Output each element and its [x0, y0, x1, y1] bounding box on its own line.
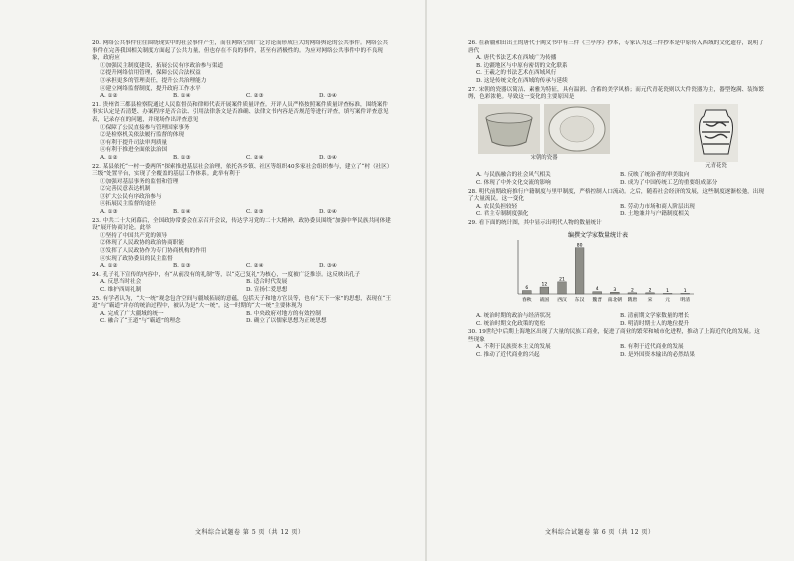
option: C. ②③ [246, 93, 264, 100]
options-row [100, 155, 392, 163]
option: D. 成为了中国传统工艺的重要组成部分 [620, 179, 718, 186]
bar-东汉 [575, 247, 584, 293]
left-page [92, 40, 392, 530]
question-21 [92, 102, 392, 163]
options-row [100, 209, 392, 217]
tick-label: 明清 [680, 297, 691, 303]
question-29 [468, 220, 764, 328]
option: B. 反映了统治者的审美取向 [620, 172, 690, 179]
option: D. 宣扬仁爱思想 [246, 287, 288, 293]
porcelain-images [478, 104, 738, 171]
item: ①加强民主制度建设，拓展公民有序政治参与渠道 [100, 62, 224, 69]
option: B. 中央政府对地方的有效控制 [246, 310, 321, 317]
data-label: 2 [630, 287, 634, 293]
right-page [468, 40, 764, 530]
item: ④拓展民主监督的途径 [100, 201, 156, 208]
question-20 [92, 40, 392, 101]
options-grid [476, 344, 764, 359]
tick-label: 宋 [647, 297, 653, 303]
question-30 [468, 329, 764, 359]
option: C. 维护西周礼制 [100, 287, 142, 293]
item: ④建立网络监督制度，提升政府工作水平 [100, 85, 201, 92]
option: A. 农民负担较轻 [476, 203, 518, 210]
data-label: 21 [559, 276, 565, 282]
question-stem: 30. 19世纪中后期上海地区出现了大量的民族工商业，促进了商业的繁荣和城市化进程，推动了上海近代化的发展。这些现象 [468, 329, 760, 343]
song-bowl-image [478, 104, 540, 154]
question-22 [92, 164, 392, 217]
option: C. 推动了近代商业的兴起 [476, 352, 540, 359]
option: B. ①④ [173, 209, 191, 216]
option: B. 清前期文学家数量的增长 [620, 313, 690, 320]
question-stem: 28. 明代前期政府推行户籍制度与里甲制度，严格控制人口流动。之后，随着社会经济的发展，这些制度逐渐松弛，出现了大量流民。这一变化 [468, 188, 764, 203]
item: ③发挥了人民政协作为专门协商机构的作用 [100, 248, 207, 255]
question-stem: 26. 在新疆和田出土的唐代于阗文书中有三件《兰亭序》抄本，专家认为这三件抄本是中原传入西域的文化遗存，说明了唐代 [468, 40, 764, 54]
item: ②是检察机关依法履行监督的体现 [100, 132, 184, 139]
option: D. 确立了以儒家思想为正统思想 [246, 318, 327, 325]
option: D. 这是传统文化在西域的传承与延续 [476, 77, 568, 84]
bar-西汉 [558, 281, 567, 293]
page-fold [425, 0, 427, 561]
data-label: 80 [576, 242, 583, 248]
data-label: 4 [595, 286, 599, 292]
yuan-jar-image [694, 104, 738, 162]
options-row [100, 263, 392, 271]
data-label: 1 [666, 288, 670, 294]
option: D. 土地兼并与户籍制度相关 [620, 211, 690, 218]
question-24 [92, 272, 392, 295]
item: ④有利于推进全面依法治国 [100, 147, 168, 154]
question-23 [92, 218, 392, 271]
tick-label: 春秋 [521, 297, 532, 303]
option: B. ①③ [173, 154, 191, 161]
question-stem: 23. 中共二十大闭幕后，全国政协常委会在京召开会议，传达学习党的二十大精神，政协委员围绕“加强中华民族共同体建设”展开协商讨论。此举 [92, 217, 391, 232]
figure-caption: 宋朝的瓷器 [530, 154, 558, 161]
option: D. ③④ [319, 154, 337, 161]
page-footer-right: 文科综合试题卷 第 6 页（共 12 页） [545, 529, 655, 536]
tick-label: 战国 [539, 297, 550, 303]
song-porcelain-figure [478, 104, 610, 171]
yuan-porcelain-figure [694, 104, 738, 171]
options-grid [100, 311, 392, 326]
option: D. 是外国资本输出的必然结果 [620, 352, 695, 359]
option: A. 唐代书法艺术在西域广为传播 [476, 55, 557, 62]
item: ①坚持了中国共产党的领导 [100, 232, 168, 239]
question-28 [468, 189, 764, 219]
tick-label: 东汉 [574, 297, 585, 303]
chart-title: 编撰文学家数量统计表 [567, 231, 629, 239]
option: C. 体现了中外文化交流的影响 [476, 179, 551, 186]
option: D. ③④ [319, 93, 337, 100]
option: A. 不利于民族资本主义的发展 [476, 344, 551, 351]
option: A. ①② [100, 263, 118, 270]
option: C. ②④ [246, 154, 264, 161]
item: ③扩大公民有序政治参与 [100, 193, 162, 200]
options-grid [100, 279, 392, 294]
option: B. 有利于近代商业的发展 [620, 344, 684, 351]
options-grid [476, 204, 764, 219]
options-grid [476, 172, 764, 187]
data-label: 3 [613, 287, 617, 293]
option: A. ①② [100, 154, 118, 161]
option: D. 明清时期士人的地位提升 [620, 320, 690, 327]
tick-label: 魏晋 [592, 297, 603, 303]
item: ②提升网络信用管理，保障公民合法权益 [100, 70, 201, 77]
question-stem: 22. 某县依托“一村一委两所”探索推进基层社会治理，依托各乡镇、社区等组织40多家社会组织参与，建立了“村（社区）三级”处置平台，实现了全覆盖的基层工作体系。此举有利于 [92, 163, 390, 178]
option: C. ②④ [246, 263, 264, 270]
data-label: 2 [648, 287, 652, 293]
item: ②完善民意表达机制 [100, 186, 151, 193]
question-25 [92, 296, 392, 326]
tick-label: 西汉 [557, 297, 567, 303]
option: B. ①④ [173, 93, 191, 100]
item: ①加强对基层事务的监督和管理 [100, 178, 179, 185]
tick-label: 隋唐 [627, 297, 638, 303]
question-27 [468, 87, 764, 188]
item: ①保障了公民直接参与管理国家事务 [100, 124, 190, 131]
option: B. ①③ [173, 263, 191, 270]
option: A. 反思当时社会 [100, 279, 142, 286]
bar-春秋 [522, 290, 531, 293]
item: ④实现了政协委员的民主监督 [100, 255, 173, 262]
song-plate-image [544, 104, 610, 154]
figure-caption: 元青花瓷 [705, 162, 727, 169]
tick-label: 元 [665, 297, 671, 303]
option: C. 统治时期文化政策的宽松 [476, 320, 546, 327]
option: C. 融合了“王道”与“霸道”的理念 [100, 318, 181, 325]
bar-战国 [540, 287, 549, 294]
writer-count-bar-chart [498, 230, 698, 308]
option: A. ①③ [100, 209, 118, 216]
question-26 [468, 40, 764, 86]
question-stem: 20. 网络公共事件往往围绕现实中的社会事件产生，而在网络空间广泛讨论而形成巨大的网络舆论的公共事件。网络公共事件在完善我国相关制度方面起了公共力量，但也存在不良的事件，甚至有消极性的。为应对网络公共事件中的不良现象，政府应 [92, 40, 388, 62]
option: C. 君主专制制度强化 [476, 211, 529, 218]
question-stem: 25. 有学者认为，“大一统”观念包含空间与疆域拓展的意蕴，包括天子和地方官员等，也有“天下一家”的思想，表现在“王道”与“霸道”并存的统治过程中，被认为是“大一统”。这一时期的“大一统”主要体现为 [92, 295, 392, 310]
page-footer-left: 文科综合试题卷 第 5 页（共 12 页） [195, 529, 305, 536]
option: D. ②④ [319, 209, 337, 216]
item: ②体现了人民政协的政治协商职能 [100, 240, 184, 247]
option: A. 统治时期的政治与经济状况 [476, 313, 551, 320]
options-grid [476, 313, 764, 328]
option: B. 适合时代发展 [246, 279, 288, 286]
question-stem: 24. 孔子礼下宣传的内容中，有“从前没有的礼制”等，以“克己复礼”为核心，一度被广泛推崇。这反映出孔子 [92, 271, 361, 278]
question-stem: 27. 宋朝的瓷器以简洁、素雅为特征，具有温润、含蓄的美学风格；而元代青花瓷则以大件瓷器为主，器型饱满、装饰繁缛，色彩浓艳。导致这一变化的主要原因是 [468, 86, 764, 101]
option: D. ③④ [319, 263, 337, 270]
data-label: 6 [525, 285, 529, 291]
tick-label: 南北朝 [607, 297, 623, 303]
options-row [100, 93, 392, 101]
option: B. 劳动力市场和商人阶层出现 [620, 203, 695, 210]
option: C. ②③ [246, 209, 264, 216]
item: ③有利于提升司法审判质量 [100, 139, 168, 146]
data-label: 1 [683, 288, 687, 294]
item: ③承担更多的管理责任，提升公共治理能力 [100, 77, 207, 84]
option: A. 完成了广大疆域的统一 [100, 310, 164, 317]
option: B. 边疆地区与中原有密切的文化联系 [476, 62, 568, 69]
option: A. ①② [100, 93, 118, 100]
option: A. 与民族融合的社会风气相关 [476, 172, 551, 179]
data-label: 12 [541, 282, 548, 288]
option: C. 王羲之的书法艺术在西域风行 [476, 70, 557, 77]
question-stem: 21. 贵州省三都县检察院通过人民监督员和律师代表开展案件质量评查。开评人员严格按照案件质量评查标准，围绕案件事实认定是否清楚、办案程序是否合法、引用法律条文是否准确、法律文书内容是否规范等进行评查，填写案件评查意见表，记录存在的问题，并现场作出评查意见 [92, 101, 389, 123]
question-stem: 29. 看下面的统计图，其中显示出明代人物的数量统计 [468, 219, 602, 226]
